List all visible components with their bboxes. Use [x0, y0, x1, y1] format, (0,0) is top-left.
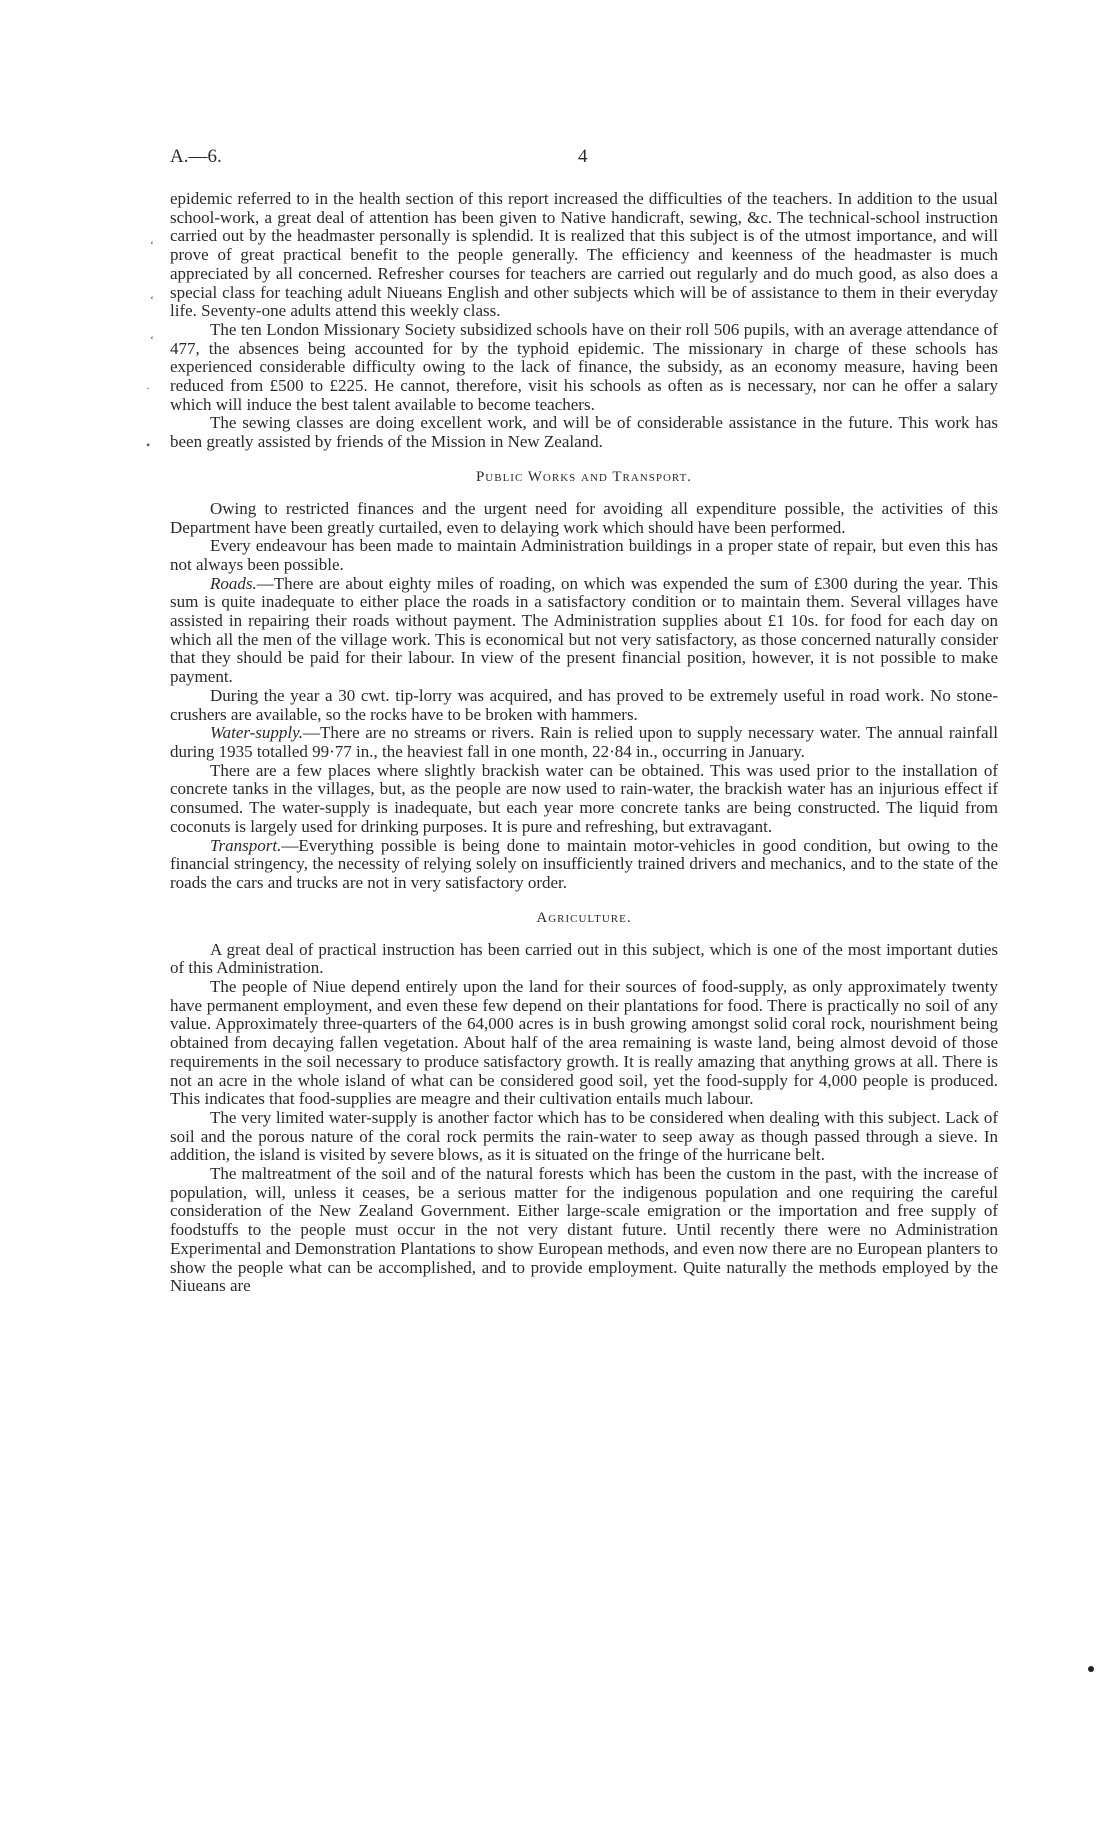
- intro-paragraph-missionary-schools: The ten London Missionary Society subsidized schools have on their roll 506 pupils, with an average attendance of 477, the absences being accounted for by the typhoid epidemic. The missionary in charge of these schools has experienced considerable difficulty owing to the lack of finance, the subsidy, as an economy measure, having been reduced from £500 to £225. He cannot, therefore, visit his schools as often as is necessary, nor can he offer a salary which will induce the best talent available to become teachers.: [170, 319, 998, 414]
- section-heading-agriculture: Agriculture.: [536, 909, 632, 926]
- public-works-paragraph-roads: [170, 575, 998, 687]
- agriculture-paragraph-food-supply: The people of Niue depend entirely upon the land for their sources of food-supply, as only approximately twenty have permanent employment, and even these few depend on their plantations for food. There is practically no soil of any value. Approximately three-quarters of the 64,000 acres is in bush growing amongst solid coral rock, nourishment being obtained from decaying fallen vegetation. About half of the area remaining is waste land, being almost devoid of those requirements in the soil necessary to produce satisfactory growth. It is really amazing that anything grows at all. There is not an acre in the whole island of what can be considered good soil, yet the food-supply for 4,000 people is produced. This indicates that food-supplies are meagre and their cultivation entails much labour.: [170, 977, 998, 1109]
- report-reference-code: A.—6.: [170, 146, 222, 167]
- roads-text: —There are about eighty miles of roading, on which was expended the sum of £300 during the year. This sum is quite inadequate to either place the roads in a satisfactory condition or to maintain them. Several villages have assisted in repairing their roads without payment. The Administration supplies about £1 10s. for food for each day on which all the men of the village work. This is economical but not very satisfactory, as those concerned naturally consider that they should be paid for their labour. In view of the present financial position, however, it is not possible to make payment.: [170, 573, 998, 687]
- roads-run-in-heading: Roads.: [210, 573, 257, 593]
- public-works-paragraph-lorry: During the year a 30 cwt. tip-lorry was acquired, and has proved to be extremely useful in road work. No stone-crushers are available, so the rocks have to be broken with hammers.: [170, 685, 998, 724]
- agriculture-paragraph-water-supply: The very limited water-supply is another factor which has to be considered when dealing with this subject. Lack of soil and the porous nature of the coral rock permits the rain-water to seep away as though passed through a sieve. In addition, the island is visited by severe blows, as it is situated on the fringe of the hurricane belt.: [170, 1107, 998, 1165]
- page-margin-dot: [1088, 1666, 1094, 1672]
- page-number: 4: [578, 146, 588, 167]
- margin-tick-mark: ·: [146, 381, 150, 395]
- margin-tick-mark: •: [146, 438, 151, 452]
- body-text: [170, 190, 998, 1296]
- public-works-paragraph-finances: Owing to restricted finances and the urgent need for avoiding all expenditure possible, the activities of this Department have been greatly curtailed, even to delaying work which should have been performed.: [170, 498, 998, 537]
- margin-tick-mark: ‘: [150, 293, 154, 307]
- public-works-paragraph-buildings: Every endeavour has been made to maintain Administration buildings in a proper state of repair, but even this has not always been possible.: [170, 536, 998, 574]
- public-works-paragraph-brackish-water: There are a few places where slightly brackish water can be obtained. This was used prior to the installation of concrete tanks in the villages, but, as the people are now used to rain-water, the brackish water has an injurious effect if consumed. The water-supply is inadequate, but each year more concrete tanks are being constructed. The liquid from coconuts is largely used for drinking purposes. It is pure and refreshing, but extravagant.: [170, 760, 998, 836]
- agriculture-paragraph-instruction: A great deal of practical instruction has been carried out in this subject, which is one of the most important duties of this Administration.: [170, 939, 998, 978]
- public-works-paragraph-water: [170, 724, 998, 761]
- running-head: [170, 146, 1000, 170]
- intro-paragraph-sewing-classes: The sewing classes are doing excellent work, and will be of considerable assistance in the future. This work has been greatly assisted by friends of the Mission in New Zealand.: [170, 413, 998, 452]
- transport-text: —Everything possible is being done to maintain motor-vehicles in good condition, but owing to the financial stringency, the necessity of relying solely on insufficiently trained drivers and mechanics, and to the state of the roads the cars and trucks are not in very satisfactory order.: [170, 835, 998, 892]
- margin-tick-mark: ‘: [150, 238, 154, 252]
- water-supply-run-in-heading: Water-supply.: [210, 723, 304, 743]
- section-heading-public-works: Public Works and Transport.: [475, 468, 693, 485]
- agriculture-paragraph-maltreatment: The maltreatment of the soil and of the natural forests which has been the custom in the past, with the increase of population, will, unless it ceases, be a serious matter for the indigenous population and one requiring the careful consideration of the New Zealand Government. Either large-scale emigration or the importation and free supply of foodstuffs to the people must occur in the not very distant future. Until recently there were no Administration Experimental and Demonstration Plantations to show European methods, and even now there are no European planters to show the people what can be accomplished, and to provide employment. Quite naturally the methods employed by the Niueans are: [170, 1164, 998, 1296]
- water-supply-text: —There are no streams or rivers. Rain is relied upon to supply necessary water. The annual rainfall during 1935 totalled 99·77 in., the heaviest fall in one month, 22·84 in., occurring in January.: [170, 723, 998, 761]
- public-works-paragraph-transport: [170, 837, 998, 893]
- intro-paragraph-continued: epidemic referred to in the health section of this report increased the difficulties of the teachers. In addition to the usual school-work, a great deal of attention has been given to Native handicraft, sewing, &c. The technical-school instruction carried out by the headmaster personally is splendid. It is realized that this subject is of the utmost importance, and will prove of great practical benefit to the people generally. The efficiency and keenness of the headmaster is much appreciated by all concerned. Refresher courses for teachers are carried out regularly and do much good, as also does a special class for teaching adult Niueans English and other subjects which will be of assistance to them in their everyday life. Seventy-one adults attend this weekly class.: [170, 189, 998, 321]
- transport-run-in-heading: Transport.: [210, 835, 282, 855]
- margin-tick-mark: ‘: [150, 333, 154, 347]
